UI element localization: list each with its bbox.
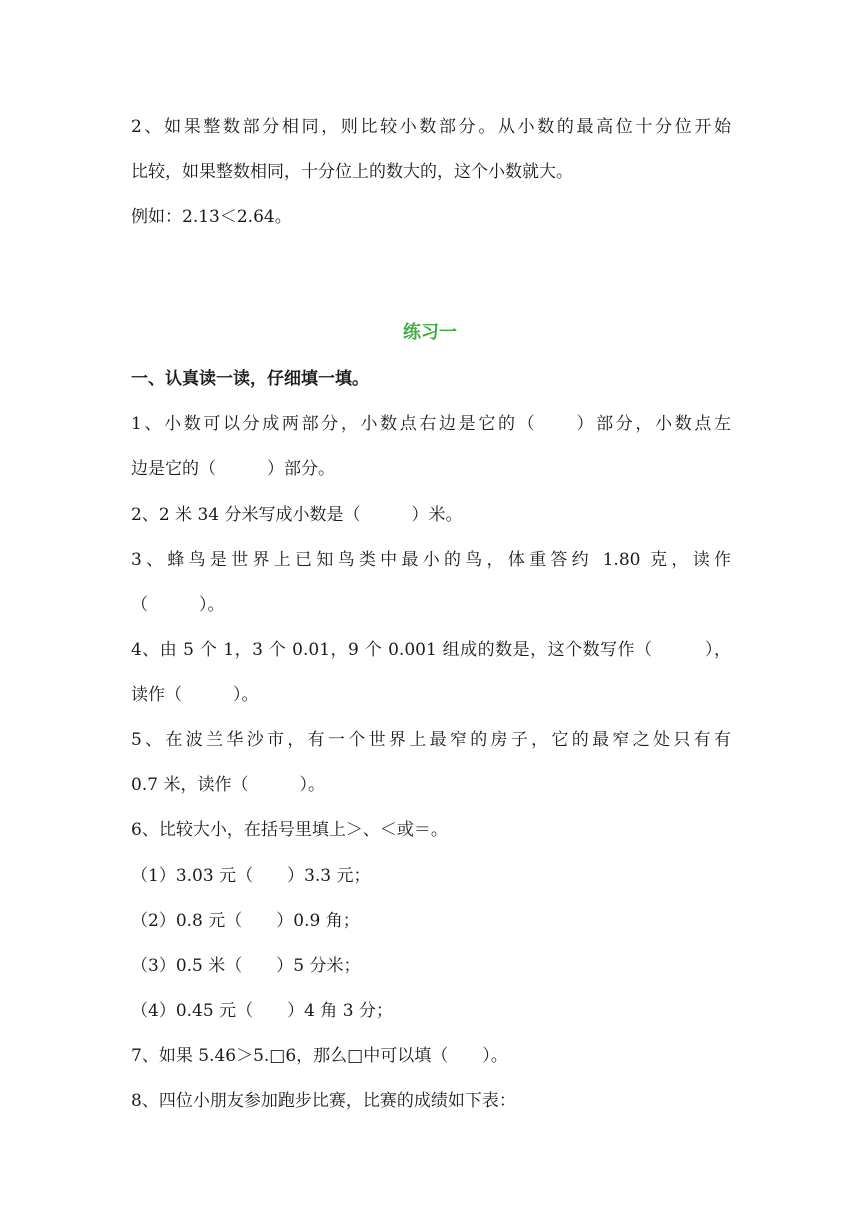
question-6-item-2: （2）0.8 元（ ）0.9 角；	[131, 911, 360, 931]
question-5-line-2: 0.7 米，读作（ ）。	[131, 775, 325, 795]
question-6: 6、比较大小，在括号里填上＞、＜或＝。	[131, 820, 448, 840]
question-4-line-1: 4、由 5 个 1，3 个 0.01，9 个 0.001 组成的数是，这个数写作（ ），	[131, 640, 731, 660]
question-3-line-2: （ ）。	[131, 595, 225, 615]
question-6-item-1: （1）3.03 元（ ）3.3 元；	[131, 866, 371, 886]
rule-2-line-2: 比较，如果整数相同，十分位上的数大的，这个小数就大。	[131, 162, 573, 182]
rule-2-line-1: 2、如果整数部分相同，则比较小数部分。从小数的最高位十分位开始	[131, 117, 731, 137]
question-5-line-1: 5、在波兰华沙市，有一个世界上最窄的房子，它的最窄之处只有有	[131, 730, 731, 750]
question-3-line-1: 3、蜂鸟是世界上已知鸟类中最小的鸟，体重答约 1.80 克，读作	[131, 550, 731, 570]
question-8: 8、四位小朋友参加跑步比赛，比赛的成绩如下表：	[131, 1091, 516, 1111]
question-2: 2、2 米 34 分米写成小数是（ ）米。	[131, 505, 463, 525]
example-text: 例如：2.13＜2.64。	[131, 207, 292, 227]
exercise-title: 练习一	[403, 322, 457, 343]
question-1-line-2: 边是它的（ ）部分。	[131, 459, 335, 479]
question-1-line-1: 1、小数可以分成两部分，小数点右边是它的（ ）部分，小数点左	[131, 414, 731, 434]
section-heading: 一、认真读一读，仔细填一填。	[131, 369, 369, 389]
question-7: 7、如果 5.46＞5.□6，那么□中可以填（ ）。	[131, 1046, 508, 1066]
question-6-item-4: （4）0.45 元（ ）4 角 3 分；	[131, 1001, 393, 1021]
question-4-line-2: 读作（ ）。	[131, 685, 259, 705]
question-6-item-3: （3）0.5 米（ ）5 分米；	[131, 956, 361, 976]
